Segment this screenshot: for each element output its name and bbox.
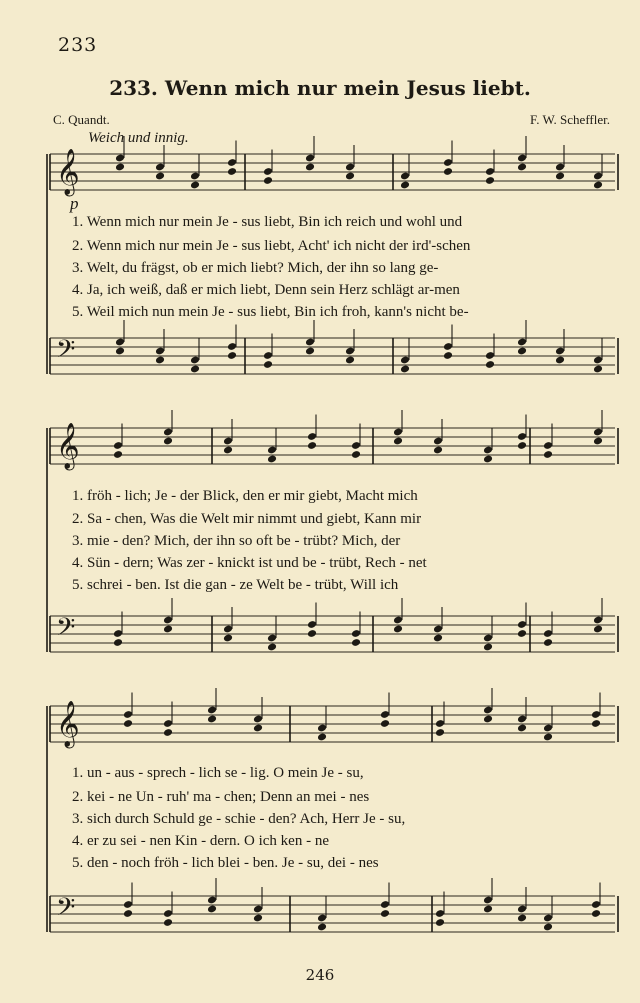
notehead [155,356,165,365]
notehead [393,625,403,634]
verse-line: 4. Ja, ich weiß, daß er mich liebt, Denn sein Herz schlägt ar-men [72,282,460,298]
notehead [400,181,410,190]
page-number: 246 [305,966,335,984]
notehead [123,909,133,918]
notehead [267,455,277,464]
notehead [380,909,390,918]
notehead [190,181,200,190]
notehead [253,914,263,923]
notehead [517,914,527,923]
notehead [345,356,355,365]
treble-clef: 𝄞 [56,149,80,195]
notehead [555,172,565,181]
notehead [155,172,165,181]
notehead [223,634,233,643]
notehead [517,629,527,638]
notehead [591,909,601,918]
treble-clef: 𝄞 [56,701,80,747]
author-credit: F. W. Scheffler. [530,112,610,127]
notehead [543,450,553,459]
tempo-marking: Weich und innig. [88,130,189,146]
notehead [380,719,390,728]
notehead [351,450,361,459]
verse-line: 5. den - noch fröh - lich blei - ben. Je - su, dei - nes [72,855,379,871]
bass-clef: 𝄢 [56,335,76,370]
verse-line: 5. Weil mich nun mein Je - sus liebt, Bin ich froh, kann's nicht be- [72,304,469,320]
notehead [227,351,237,360]
notehead [543,733,553,742]
notehead [517,347,527,356]
treble-clef: 𝄞 [56,423,80,469]
notehead [163,728,173,737]
notehead [593,625,603,634]
notehead [345,172,355,181]
dynamic-marking: p [70,194,79,213]
notehead [517,163,527,172]
notehead [485,176,495,185]
notehead [163,625,173,634]
notehead [223,446,233,455]
notehead [593,181,603,190]
notehead [483,643,493,652]
verse-line: 2. kei - ne Un - ruh' ma - chen; Denn an mei - nes [72,789,370,805]
notehead [307,629,317,638]
verse-line: 1. Wenn mich nur mein Je - sus liebt, Bin ich reich und wohl und [72,214,463,230]
hymn-number-top: 233 [58,34,98,56]
notehead [163,918,173,927]
verse-line: 4. er zu sei - nen Kin - dern. O ich ken - ne [72,833,329,849]
notehead [435,918,445,927]
notehead [435,728,445,737]
verse-line: 4. Sün - dern; Was zer - knickt ist und be - trübt, Rech - net [72,555,427,571]
notehead [263,360,273,369]
notehead [443,351,453,360]
notehead [317,733,327,742]
notehead [113,450,123,459]
verse-line: 1. fröh - lich; Je - der Blick, den er mir giebt, Macht mich [72,488,418,504]
notehead [253,724,263,733]
notehead [517,441,527,450]
notehead [483,455,493,464]
bass-clef: 𝄢 [56,613,76,648]
notehead [351,638,361,647]
notehead [543,638,553,647]
verse-line: 2. Wenn mich nur mein Je - sus liebt, Acht' ich nicht der ird'-schen [72,238,471,254]
notehead [115,347,125,356]
verse-line: 1. un - aus - sprech - lich se - lig. O mein Je - su, [72,765,364,781]
bass-clef: 𝄢 [56,893,76,928]
notehead [555,356,565,365]
verse-line: 5. schrei - ben. Ist die gan - ze Welt be - trübt, Will ich [72,577,399,593]
composer-credit: C. Quandt. [53,112,110,127]
notehead [393,437,403,446]
verse-line: 3. Welt, du frägst, ob er mich liebt? Mich, der ihn so lang ge- [72,260,439,276]
notehead [207,905,217,914]
notehead [305,347,315,356]
notehead [485,360,495,369]
notehead [317,923,327,932]
notehead [307,441,317,450]
notehead [400,365,410,374]
hymn-title: 233. Wenn mich nur mein Jesus liebt. [109,76,531,100]
notehead [591,719,601,728]
notehead [115,163,125,172]
notehead [593,365,603,374]
notehead [123,719,133,728]
verse-line: 2. Sa - chen, Was die Welt mir nimmt und giebt, Kann mir [72,511,422,527]
notehead [433,634,443,643]
notehead [443,167,453,176]
notehead [305,163,315,172]
notehead [433,446,443,455]
notehead [543,923,553,932]
notehead [263,176,273,185]
notehead [517,724,527,733]
notehead [483,905,493,914]
notehead [190,365,200,374]
verse-line: 3. mie - den? Mich, der ihn so oft be - trübt? Mich, der [72,533,401,549]
notehead [267,643,277,652]
notehead [163,437,173,446]
verse-line: 3. sich durch Schuld ge - schie - den? Ach, Herr Je - su, [72,811,406,827]
notehead [483,715,493,724]
notehead [113,638,123,647]
notehead [227,167,237,176]
notehead [593,437,603,446]
notehead [207,715,217,724]
